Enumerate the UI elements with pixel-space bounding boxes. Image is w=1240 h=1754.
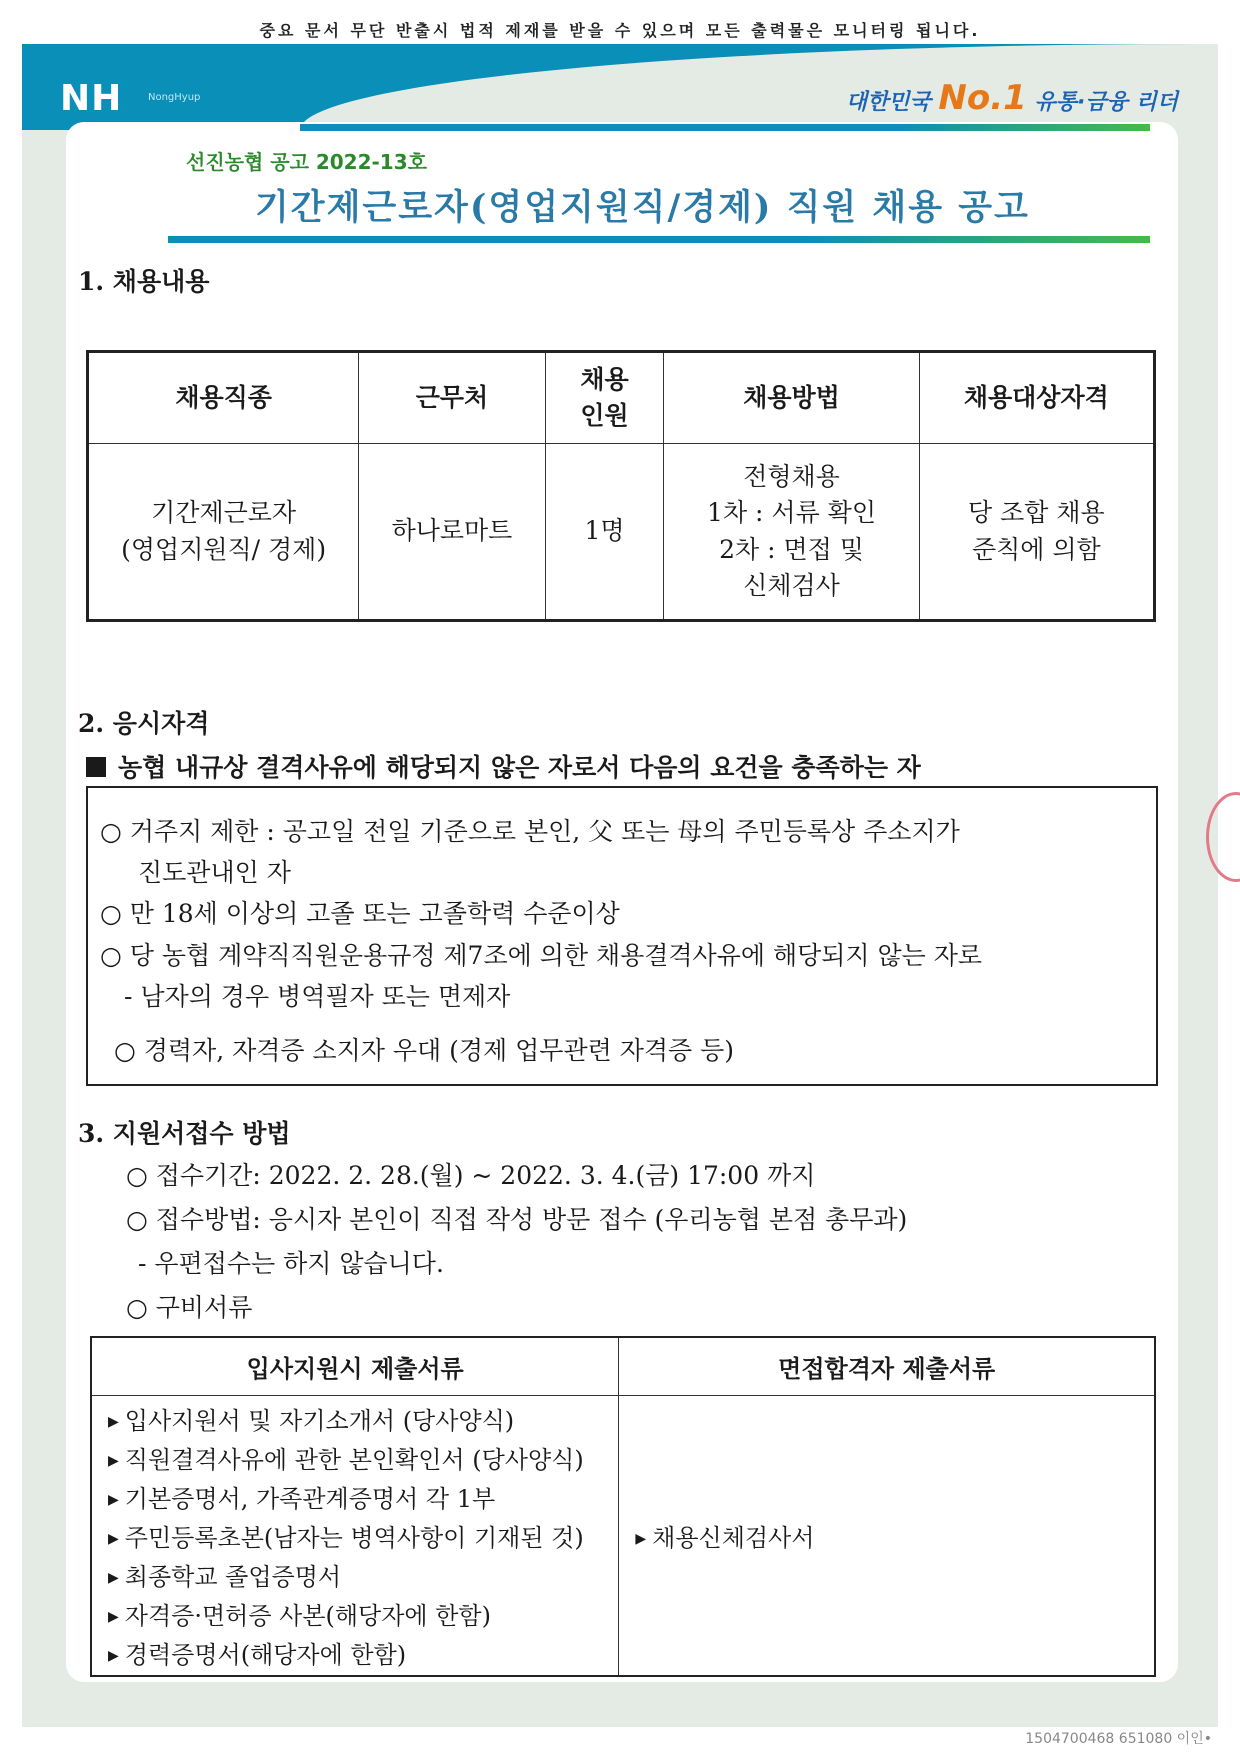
table-row [91,1395,1155,1676]
job-line-1: 기간제근로자 [151,498,297,528]
eligibility-age: ○ 만 18세 이상의 고졸 또는 고졸학력 수준이상 [100,899,620,928]
header-job-type: 채용직종 [88,352,359,444]
method-line-4: 신체검사 [743,570,840,600]
cell-workplace: 하나로마트 [359,444,545,621]
section2-subheading-text: 농협 내규상 결격사유에 해당되지 않은 자로서 다음의 요건을 충족하는 자 [118,753,921,782]
slogan [846,78,1178,118]
apply-docs-cell [91,1395,619,1676]
eligibility-residence: ○ 거주지 제한 : 공고일 전일 기준으로 본인, 父 또는 母의 주민등록상 주소지가 [100,817,960,846]
triangle-bullet-icon: ▶ [108,1647,119,1664]
interview-doc-text: 채용신체검사서 [652,1523,815,1552]
list-item [108,1441,618,1480]
confidential-notice: 중요 문서 무단 반출시 법적 제재를 받을 수 있으며 모든 출력물은 모니터링 됩니다. [259,21,981,40]
list-item [108,1597,618,1636]
job-line-2: (영업지원직/ 경제) [121,534,327,564]
section3-heading: 3. 지원서접수 방법 [78,1119,291,1148]
apply-doc-text: 자격증·면허증 사본(해당자에 한함) [124,1601,491,1630]
cell-count: 1명 [545,444,664,621]
header-method: 채용방법 [664,352,919,444]
list-item [108,1402,618,1441]
header-workplace: 근무처 [359,352,545,444]
header-count-line: 인원 [580,401,629,430]
title-rule [168,236,1150,243]
required-docs-label: ○ 구비서류 [126,1293,253,1322]
slogan-pre: 대한민국 [845,90,931,115]
eligibility-preference: ○ 경력자, 자격증 소지자 우대 (경제 업무관련 자격증 등) [114,1036,734,1065]
apply-doc-text: 경력증명서(해당자에 한함) [124,1640,407,1669]
documents-table [90,1336,1156,1677]
list-item [108,1480,618,1519]
triangle-bullet-icon: ▶ [108,1452,119,1469]
application-method: ○ 접수방법: 응시자 본인이 직접 작성 방문 접수 (우리농협 본점 총무과) [126,1205,908,1234]
apply-doc-text: 주민등록초본(남자는 병역사항이 기재된 것) [124,1523,584,1552]
document-number: 선진농협 공고 2022-13호 [186,150,427,174]
qual-line-2: 준칙에 의함 [971,534,1101,564]
header-qualification: 채용대상자격 [919,352,1154,444]
square-bullet-icon [86,757,106,777]
apply-doc-text: 입사지원서 및 자기소개서 (당사양식) [124,1406,515,1435]
section1-heading: 1. 채용내용 [78,267,210,296]
cell-method [664,444,919,621]
apply-doc-text: 최종학교 졸업증명서 [124,1562,342,1591]
application-period: ○ 접수기간: 2022. 2. 28.(월) ~ 2022. 3. 4.(금) 17:00 까지 [126,1161,816,1190]
nh-logo-sub: NongHyup [148,92,201,103]
triangle-bullet-icon: ▶ [635,1530,647,1547]
section2-heading: 2. 응시자격 [78,709,210,738]
triangle-bullet-icon: ▶ [108,1569,119,1586]
eligibility-residence-cont: 진도관내인 자 [138,858,291,887]
nh-logo: NH [60,78,123,119]
header-count-line: 채용 [580,364,629,394]
header-count [545,352,664,444]
method-line-3: 2차 : 면접 및 [719,534,864,564]
recruitment-table-header [88,352,1155,444]
recruitment-table [86,350,1156,622]
slogan-post: 유통·금융 리더 [1034,90,1178,115]
qual-line-1: 당 조합 채용 [967,498,1105,528]
triangle-bullet-icon: ▶ [108,1491,119,1508]
apply-doc-text: 직원결격사유에 관한 본인확인서 (당사양식) [124,1445,584,1474]
interview-docs-cell [619,1395,1155,1676]
method-line-1: 전형채용 [743,462,840,491]
list-item [108,1519,618,1558]
table-row [88,444,1155,621]
cell-job-type [88,444,359,621]
header-rule [300,124,1150,131]
section2-subheading [86,748,921,784]
documents-table-header [91,1337,1155,1395]
header-apply-docs: 입사지원시 제출서류 [91,1337,619,1395]
no-mail-note: - 우편접수는 하지 않습니다. [138,1249,444,1278]
cell-qualification [919,444,1154,621]
list-item [108,1558,618,1597]
apply-docs-list [92,1396,618,1675]
triangle-bullet-icon: ▶ [108,1608,119,1625]
footer-code: 1504700468 651080 이인• [1025,1731,1212,1747]
method-line-2: 1차 : 서류 확인 [707,498,876,528]
list-item [108,1636,618,1675]
triangle-bullet-icon: ▶ [108,1530,119,1547]
eligibility-military: - 남자의 경우 병역필자 또는 면제자 [124,982,511,1011]
slogan-no1: No.1 [938,78,1027,118]
apply-doc-text: 기본증명서, 가족관계증명서 각 1부 [124,1484,496,1513]
document-title: 기간제근로자(영업지원직/경제) 직원 채용 공고 [255,187,1030,228]
triangle-bullet-icon: ▶ [108,1413,119,1430]
header-interview-docs: 면접합격자 제출서류 [619,1337,1155,1395]
eligibility-regulation: ○ 당 농협 계약직직원운용규정 제7조에 의한 채용결격사유에 해당되지 않는 자로 [100,941,983,970]
